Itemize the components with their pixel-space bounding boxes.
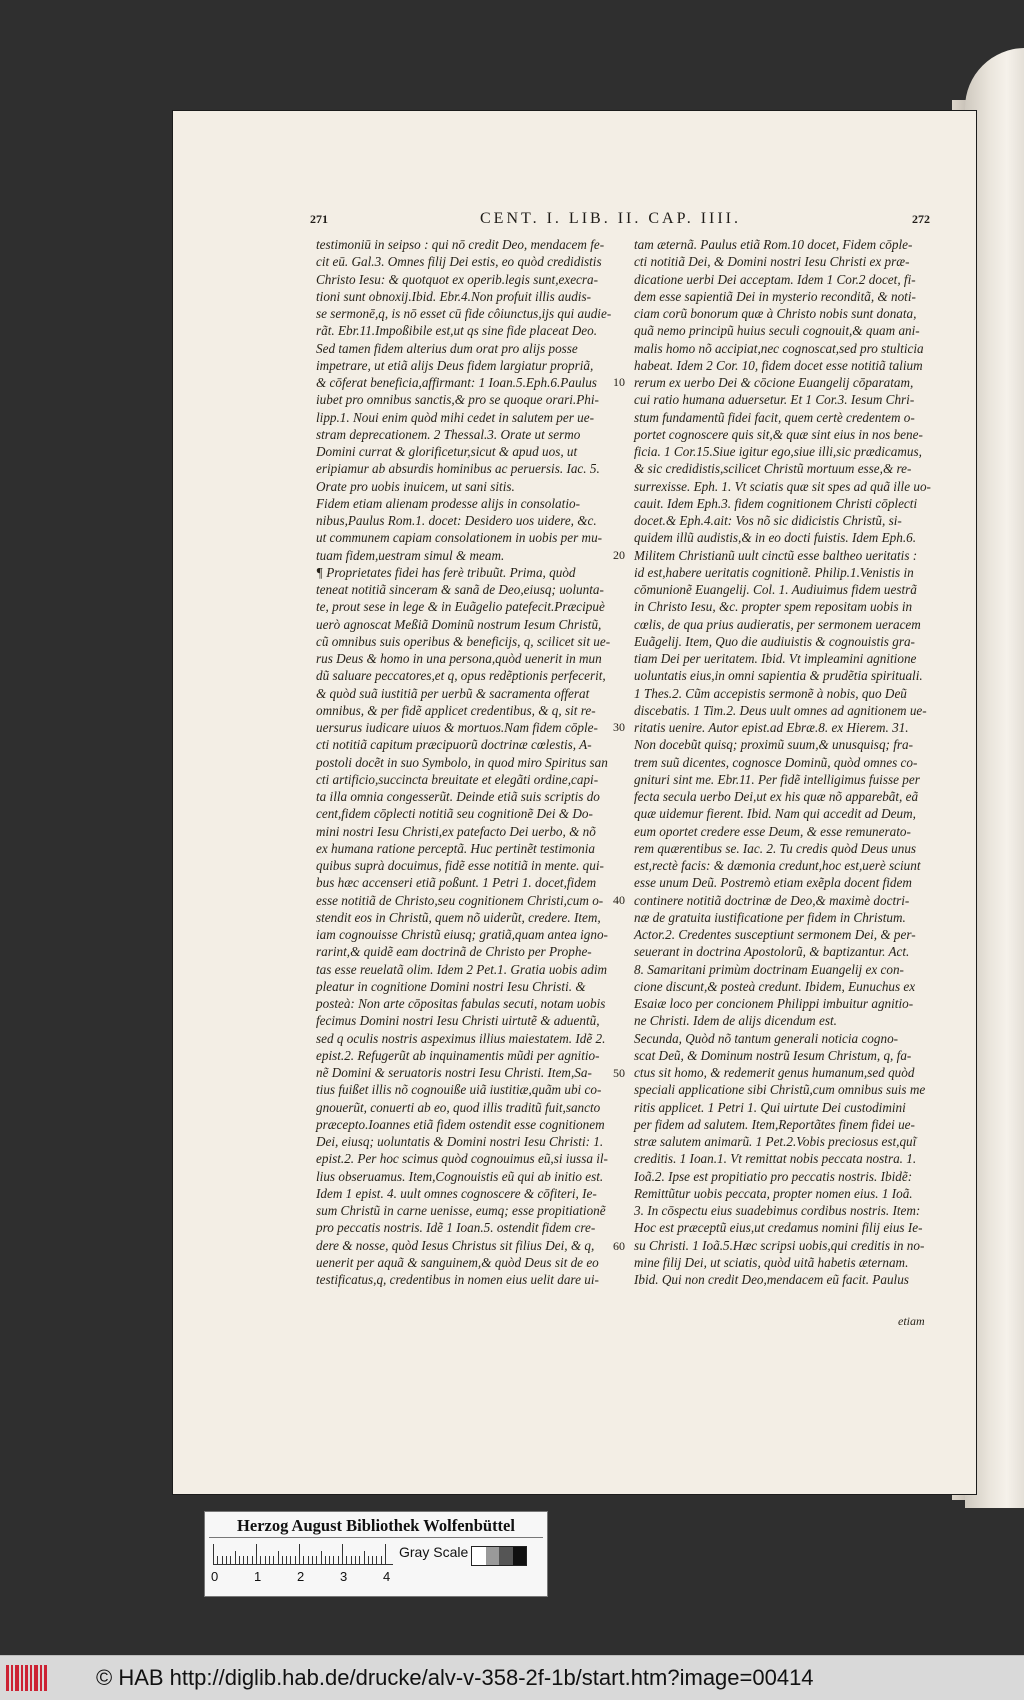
ruler-tick (269, 1556, 270, 1564)
ruler-tick (342, 1544, 343, 1564)
text-line: te, prout sese in lege & in Euãgelio patefecit.Præcipuè (316, 599, 605, 615)
text-line: cōmunionẽ Euangelij. Col. 1. Audiuimus fidem uestrã (634, 582, 917, 597)
text-line: esse unum Deũ. Postremò etiam exẽpla docent fidem (634, 875, 912, 891)
footer-bar (0, 1655, 1024, 1700)
text-line: Ibid. Qui non credit Deo,mendacem eũ facit. Paulus (634, 1272, 909, 1287)
ruler-tick (230, 1556, 231, 1564)
ruler-tick (316, 1556, 317, 1564)
text-line: bus hæc accenseri etiã poßunt. 1 Petri 1. docet,fidem (316, 875, 597, 891)
catchword: etiam (898, 1314, 925, 1328)
text-line: ciam corũ bonorum quæ à Christo nobis sunt donata, (634, 306, 917, 321)
gray-swatch (499, 1547, 513, 1565)
text-line: pro peccatis nostris. Idẽ 1 Ioan.5. ostendit fidem cre- (316, 1220, 596, 1236)
text-line: dere & nosse, quòd Iesus Christus sit filius Dei, & q, (316, 1237, 595, 1253)
text-line: iubet pro omnibus sanctis,& pro se quoque orari.Phi- (316, 392, 599, 408)
text-line: habeat. Idem 2 Cor. 10, fidem docet esse notitiã talium (634, 357, 923, 373)
text-line: tam æternã. Paulus etiã Rom.10 docet, Fidem cōple- (634, 237, 913, 252)
text-line: præcepto.Ioannes etiã fidem ostendit esse cognitionem (316, 1116, 605, 1132)
text-line: sum Christũ in carne uenisse, eumq; esse propitiationẽ (316, 1203, 606, 1218)
text-line: dicatione uerbi Dei acceptam. Idem 1 Cor.2 docet, fi- (634, 271, 916, 287)
ruler-tick (226, 1556, 227, 1564)
library-name: Herzog August Bibliothek Wolfenbüttel (209, 1515, 543, 1538)
text-line: dũ saluare peccatores,et q, opus redẽptionis perfecerit, (316, 668, 606, 684)
text-line: lipp.1. Noui enim quòd mihi cedet in salutem per ue- (316, 409, 594, 425)
ruler-tick (381, 1556, 382, 1564)
text-line: tioni sunt obnoxij.Ibid. Ebr.4.Non profuit illis audis- (316, 288, 591, 304)
text-line: est,rectè facis: & dæmonia credunt,hoc est,uerè sciunt (634, 858, 921, 873)
text-line: rarint,& quidẽ eam doctrinã de Christo per Prophe- (316, 944, 592, 960)
gray-scale-swatches (471, 1546, 527, 1566)
text-line: Actor.2. Credentes susceptiunt sermonem Dei, & per- (634, 927, 916, 942)
text-line: ¶ Proprietates fidei has ferè tribuũt. Prima, quòd (316, 564, 576, 580)
text-line: quæ uidemur fierent. Ibid. Nam qui accedit ad Deum, (634, 806, 916, 822)
text-line: ta illa omnia congesserũt. Deinde etiã suis scriptis do (316, 789, 600, 804)
text-line: tas esse reuelatã olim. Idem 2 Pet.1. Gratia uobis adim (316, 961, 608, 977)
ruler-tick (222, 1556, 223, 1564)
ruler-tick (321, 1551, 322, 1564)
ruler-tick (278, 1551, 279, 1564)
text-line: omnibus, & per fidẽ applicet credentibus, & q, sit re- (316, 702, 596, 718)
text-line: uersurus iudicare uiuos & mortuos.Nam fidem cōple- (316, 720, 598, 735)
ruler-tick (355, 1556, 356, 1564)
text-line: ficia. 1 Cor.15.Siue igitur ego,siue illi,sic prædicamus, (634, 444, 922, 459)
text-line: teneat notitiã sinceram & sanã de Deo,eiusq; uolunta- (316, 582, 604, 597)
text-line: ne Christi. Idem de alijs dicendum est. (634, 1013, 837, 1029)
line-number: 10 (613, 375, 625, 389)
ruler-tick (252, 1556, 253, 1564)
text-line: id est,habere ueritatis cognitionẽ. Philip.1.Venistis in (634, 564, 914, 580)
text-line: rus Deus & homo in una persona,quòd uenerit in mun (316, 651, 602, 666)
text-line: eum oportet credere esse Deum, & esse remunerato- (634, 823, 911, 839)
text-line: su Christi. 1 Ioã.5.Hæc scripsi uobis,qui creditis in no- (634, 1237, 925, 1253)
text-line: ritis applicet. 1 Petri 1. Qui uirtute Dei custodimini (634, 1099, 906, 1115)
text-line: fecimus Domini nostri Iesu Christi uirtutẽ & aduentũ, (316, 1013, 600, 1029)
text-line: 3. In cōspectu eius suadebimus cordibus nostris. Item: (634, 1203, 921, 1218)
ruler-numbers (211, 1569, 411, 1585)
text-line: uoluntatis eius,in omni sapientia & prudẽtia spirituali. (634, 668, 923, 684)
text-line: Idem 1 epist. 4. uult omnes cognoscere & cōfiteri, Ie- (316, 1185, 597, 1201)
running-title: CENT. I. LIB. II. CAP. IIII. (480, 210, 742, 227)
ruler-tick (243, 1556, 244, 1564)
text-line: Esaiæ loco per concionem Philippi imbuitur agnitio- (634, 996, 914, 1011)
text-line: cti notitiã Dei, & Domini nostri Iesu Christi ex præ- (634, 254, 910, 270)
ruler-number: 1 (254, 1569, 262, 1584)
text-line: lius obseruamus. Item,Cognouistis eũ qui ab initio est. (316, 1168, 604, 1184)
ruler-tick (295, 1556, 296, 1564)
text-line: quidem illũ audistis,& in eo docti fuistis. Idem Eph.6. (634, 530, 917, 546)
ruler-tick (385, 1544, 386, 1564)
text-line: malis homo nõ accipiat,nec cognoscat,sed pro stulticia (634, 340, 924, 356)
text-line: quibus suprà docuimus, fidẽ esse notitiã in mente. qui- (316, 858, 604, 873)
text-line: Euãgelij. Item, Quo die audiuistis & cognouistis gra- (634, 633, 915, 649)
text-line: discebatis. 1 Tim.2. Deus uult omnes ad agnitionem ue- (634, 702, 927, 718)
line-number: 20 (613, 548, 625, 562)
text-line: uerò agnoscat Meßiã Dominũ nostrum Iesum Christũ, (316, 616, 602, 632)
ruler-number: 3 (340, 1569, 348, 1584)
text-line: cœlis, de qua prius audieratis, per sermonem ueracem (634, 616, 921, 632)
line-number: 40 (613, 893, 625, 907)
text-line: cit eū. Gal.3. Omnes filij Dei estis, eo quòd credidistis (316, 254, 602, 270)
text-line: 8. Samaritani primùm doctrinam Euangelij ex con- (634, 961, 904, 977)
gray-swatch (486, 1547, 500, 1565)
ruler-tick (286, 1556, 287, 1564)
calibration-card (204, 1511, 548, 1597)
line-number: 60 (613, 1239, 625, 1253)
text-line: & sic credidistis,scilicet Christũ mortuum esse,& re- (634, 461, 912, 477)
text-line: eripiamur ab absurdis hominibus ac peruersis. Iac. 5. (316, 461, 600, 477)
text-line: epist.2. Per hoc scimus quòd cognouimus eũ,si iussa il- (316, 1151, 608, 1167)
text-line: mine filij Dei, ut sciatis, quòd uitã habetis æternam. (634, 1254, 909, 1270)
text-line: fecta secula uerbo Dei,ut ex his quæ nõ apparebãt, eã (634, 789, 919, 804)
text-line: speciali applicatione sibi Christũ,cum omnibus suis me (634, 1082, 926, 1098)
text-line: testimoniū in seipso : qui nō credit Deo, mendacem fe- (316, 237, 605, 252)
text-line: testificatus,q, credentibus in nomen eius uelit dare ui- (316, 1272, 599, 1287)
text-line: ctus sit homo, & redemerit genus humanum,sed quòd (634, 1065, 915, 1080)
ruler-tick (346, 1556, 347, 1564)
gray-swatch (513, 1547, 527, 1565)
ruler-tick (325, 1556, 326, 1564)
text-line: Hoc est præceptũ eius,ut credamus nomini filij eius Ie- (634, 1220, 923, 1236)
text-line: stum fundamentũ fidei facit, quem certè credentem o- (634, 409, 915, 425)
text-line: stræ salutem animarũ. 1 Pet.2.Vobis preciosus est,quĩ (634, 1134, 917, 1149)
text-line: tuam fidem,uestram simul & meam. (316, 547, 505, 563)
gray-swatch (472, 1547, 486, 1565)
ruler-tick (359, 1556, 360, 1564)
text-line: Fidem etiam alienam prodesse alijs in consolatio- (316, 495, 580, 511)
text-line: Christo Iesu: & quotquot ex operib.legis sunt,execra- (316, 271, 599, 287)
ruler-tick (273, 1556, 274, 1564)
text-line: se sermonē,q, is nō esset cū fide côiunctus,ijs qui audie- (316, 306, 612, 321)
text-line: posteà: Non arte cōpositas fabulas secuti, notam uobis (316, 996, 606, 1011)
ruler-tick (303, 1556, 304, 1564)
text-line: cti artificio,succincta breuitate et elegãti ordine,capi- (316, 771, 599, 787)
text-line: & quòd suã iustitiã per uerbũ & sacramenta offerat (316, 685, 590, 701)
text-line: rãt. Ebr.11.Impoßibile est,ut qs sine fide placeat Deo. (316, 323, 598, 339)
ruler-tick (312, 1556, 313, 1564)
text-line: docet.& Eph.4.ait: Vos nõ sic didicistis Christũ, si- (634, 513, 902, 528)
text-line: impetrare, ut etiã alijs Deus fidem largiatur propriã, (316, 357, 594, 373)
text-line: stendit eos in Christũ, quem nõ uiderũt, credere. Item, (316, 909, 601, 925)
text-line: seuerant in doctrina Apostolorũ, & baptizantur. Act. (634, 944, 910, 960)
ruler-tick (351, 1556, 352, 1564)
page-header (310, 210, 930, 232)
ruler-tick (329, 1556, 330, 1564)
ruler-tick (290, 1556, 291, 1564)
text-line: rem quærentibus se. Iac. 2. Tu credis quòd Deus unus (634, 840, 917, 856)
ruler-tick (376, 1556, 377, 1564)
ruler-tick (282, 1556, 283, 1564)
text-line: tiam Dei per ueritatem. Ibid. Vt impleamini agnitione (634, 651, 917, 666)
text-line: nẽ Domini & seruatoris nostri Iesu Christi. Item,Sa- (316, 1065, 592, 1080)
text-line: Ioã.2. Ipse est propitiatio pro peccatis nostris. Ibidẽ: (634, 1168, 913, 1184)
text-line: gnouerũt, conuerti ab eo, quod illis traditũ fuit,sancto (316, 1099, 601, 1115)
text-line: sed q oculis nostris aspeximus illius maiestatem. Idẽ 2. (316, 1030, 606, 1046)
text-line: per fidem ad salutem. Item,Reportãtes finem fidei ue- (634, 1116, 915, 1132)
text-line: tius fuißet illis nõ cognouiße uiã iustitiæ,quãm ubi co- (316, 1082, 602, 1098)
text-line: continere notitiã doctrinæ de Deo,& maximè doctri- (634, 892, 910, 908)
text-line: epist.2. Refugerũt ab inquinamentis mũdi per agnitio- (316, 1047, 600, 1063)
ruler-tick (364, 1551, 365, 1564)
text-column-right (634, 236, 934, 1288)
ruler-tick (308, 1556, 309, 1564)
text-line: Sed tamen fidem alterius dum orat pro alijs posse (316, 340, 578, 356)
ruler-tick (247, 1556, 248, 1564)
text-line: Remittũtur uobis peccata, propter nomen eius. 1 Ioã. (634, 1185, 913, 1201)
ruler-tick (372, 1556, 373, 1564)
text-line: Dei, eiusq; uoluntatis & Domini nostri Iesu Christi: 1. (316, 1134, 604, 1149)
text-line: 1 Thes.2. Cũm accepistis sermonẽ à nobis, quo Deũ (634, 685, 907, 701)
text-line: ut communem capiam consolationem in uobis per mu- (316, 530, 603, 546)
text-line: pleatur in cognitione Domini nostri Iesu Christi. & (316, 978, 586, 994)
text-line: cti notitiã capitum præcipuorũ doctrinæ cœlestis, A- (316, 737, 592, 753)
text-line: esse notitiã de Christo,seu cognitionem Christi,cum o- (316, 892, 604, 908)
text-line: Secunda, Quòd nõ tantum generali noticia cogno- (634, 1030, 899, 1046)
ruler-number: 0 (211, 1569, 219, 1584)
text-line: cent,fidem cōplecti notitiã seu cognitionẽ Dei & Do- (316, 806, 593, 822)
ruler-tick (338, 1556, 339, 1564)
text-line: trem suũ dicentes, cognosce Dominũ, quòd omnes co- (634, 754, 918, 770)
text-line: surrexisse. Eph. 1. Vt sciatis quæ sit spes ad quã ille uo- (634, 478, 931, 494)
text-line: Domini currat & glorificetur,sicut & apud uos, ut (316, 444, 578, 459)
text-line: postoli docẽt in suo Symbolo, in quod miro Spiritus san (316, 754, 608, 770)
text-line: cui ratio humana aduersetur. Et 1 Cor.3. Iesum Chri- (634, 392, 915, 408)
ruler-tick (256, 1544, 257, 1564)
text-line: næ de gratuita iustificatione per fidem in Christum. (634, 909, 906, 925)
text-line: ritatis uenire. Autor epist.ad Ebræ.8. ex Hierem. 31. (634, 720, 909, 735)
ruler-number: 2 (297, 1569, 305, 1584)
text-line: cauit. Idem Eph.3. fidem cognitionem Christi cōplecti (634, 495, 918, 511)
gray-scale-label: Gray Scale (399, 1544, 469, 1560)
ruler-number: 4 (383, 1569, 391, 1584)
text-line: mini nostri Iesu Christi,ex patefacto Dei uerbo, & nõ (316, 823, 596, 839)
text-line: uenerit per aquã & sanguinem,& quòd Deus sit de eo (316, 1254, 599, 1270)
ruler-tick (235, 1551, 236, 1564)
text-line: iam cognouisse Christũ eiusq; gratiã,quam antea igno- (316, 927, 608, 942)
text-line: scat Deũ, & Dominum nostrũ Iesum Christum, q, fa- (634, 1047, 912, 1063)
page-number-right: 272 (912, 212, 930, 226)
ruler-tick (260, 1556, 261, 1564)
ruler-tick (213, 1544, 214, 1564)
text-line: creditis. 1 Ioan.1. Vt remittat nobis peccata nostra. 1. (634, 1151, 917, 1167)
text-line: Non docebũt quisq; proximũ suum,& unusquisq; fra- (634, 737, 914, 753)
text-column-left (316, 236, 616, 1288)
ruler-tick (368, 1556, 369, 1564)
page-number-left: 271 (310, 212, 328, 226)
ruler-tick (299, 1544, 300, 1564)
text-line: gnituri sint me. Ebr.11. Per fidẽ intelligimus fuisse per (634, 771, 920, 787)
text-line: stram deprecationem. 2 Thessal.3. Orate ut sermo (316, 426, 581, 442)
barcode-icon (6, 1665, 48, 1691)
text-line: Militem Christianũ uult cinctũ esse baltheo ueritatis : (634, 547, 918, 563)
line-number: 30 (613, 720, 625, 734)
ruler-tick (265, 1556, 266, 1564)
text-line: nibus,Paulus Rom.1. docet: Desidero uos uidere, &c. (316, 513, 597, 528)
copyright-url[interactable]: © HAB http://diglib.hab.de/drucke/alv-v-358-2f-1b/start.htm?image=00414 (96, 1665, 814, 1690)
text-line: quã nemo principũ huius seculi cognouit,& quam ani- (634, 323, 920, 339)
line-number: 50 (613, 1066, 625, 1080)
ruler-tick (217, 1556, 218, 1564)
text-line: Orate pro uobis inuicem, ut sani sitis. (316, 478, 515, 494)
text-line: portet cognoscere quis sit,& quæ sint eius in nos bene- (634, 426, 923, 442)
text-line: ex humana ratione perceptã. Huc pertinẽt testimonia (316, 840, 595, 856)
ruler-tick (239, 1556, 240, 1564)
text-line: in Christo Iesu, &c. propter spem repositam uobis in (634, 599, 913, 615)
text-line: & cōferat beneficia,affirmant: 1 Ioan.5.Eph.6.Paulus (316, 375, 597, 390)
ruler-tick (333, 1556, 334, 1564)
text-line: dem esse sapientiã Dei in mysterio reconditã, & noti- (634, 288, 916, 304)
text-line: rerum ex uerbo Dei & cōcione Euangelij cōparatam, (634, 375, 914, 390)
ruler (213, 1542, 393, 1565)
text-line: cione discunt,& posteà credunt. Ibidem, Eunuchus ex (634, 978, 916, 994)
text-line: cũ omnibus suis operibus & beneficijs, q, scilicet sit ue- (316, 633, 611, 649)
